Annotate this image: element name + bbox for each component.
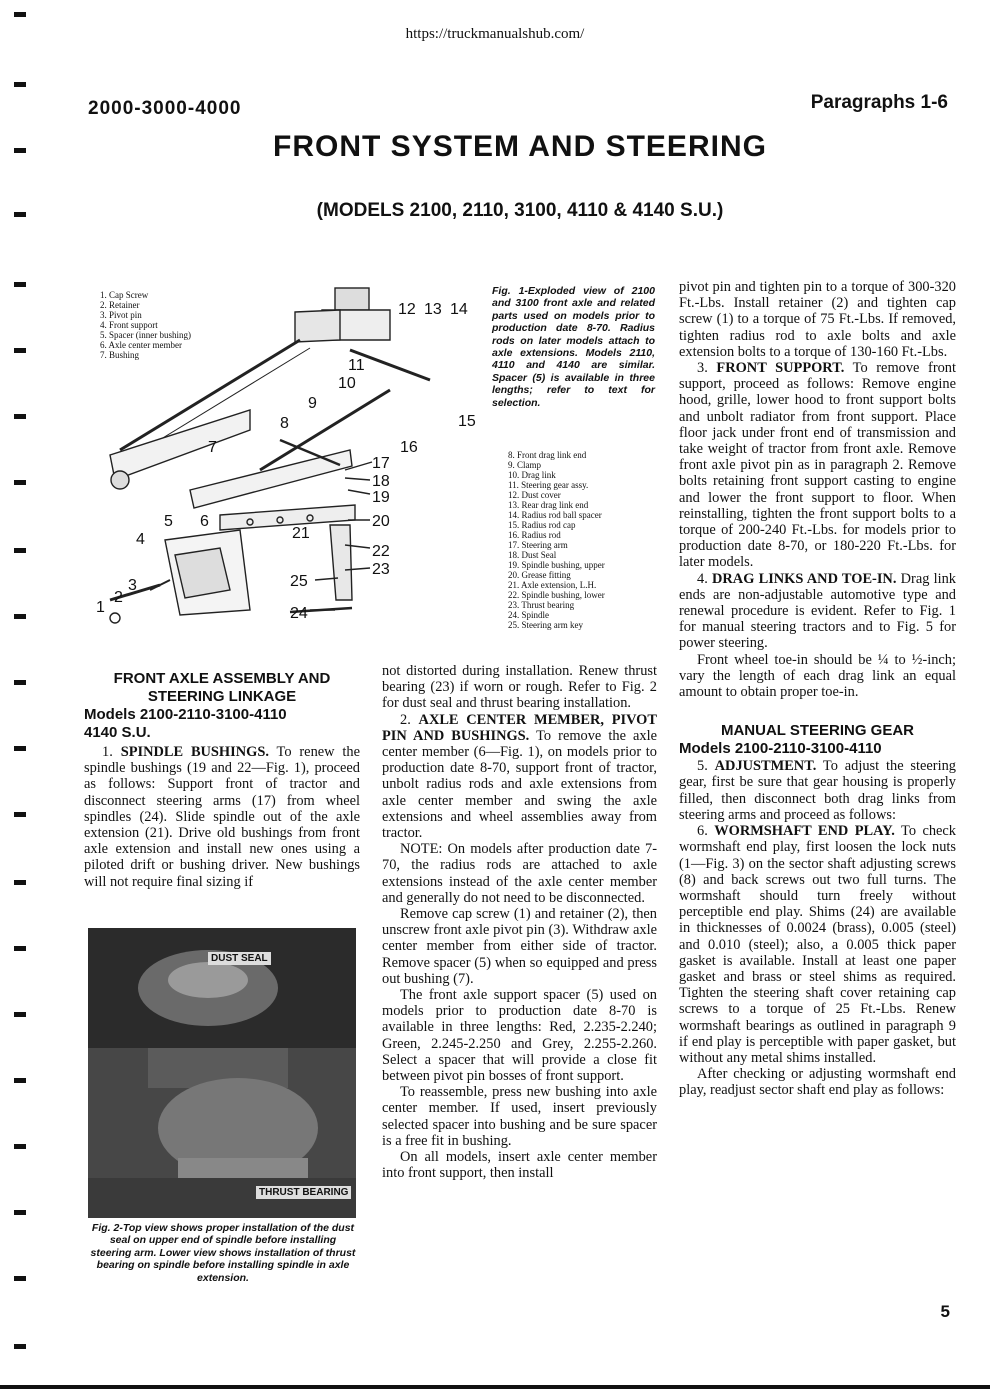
bottom-rule — [0, 1385, 990, 1389]
callout-7: 7 — [208, 439, 217, 456]
callout-20: 20 — [372, 513, 390, 530]
fig2-photo — [88, 928, 356, 1218]
legend-item: 17. Steering arm — [508, 540, 568, 550]
page-title: FRONT SYSTEM AND STEERING — [273, 130, 767, 163]
legend-item: 4. Front support — [100, 320, 158, 330]
paragraph-reassemble: To reassemble, press new bushing into axle center member. If used, insert previously selected spacer into bushing and be sure spacer is a free fit in bushing. — [382, 1084, 657, 1149]
callout-6: 6 — [200, 513, 209, 530]
paragraph-6: 6. WORMSHAFT END PLAY. To check wormshaft end play, first loosen the lock nuts (1—Fig. 3) on the sector shaft adjusting screws (8) and back screws out two full turns. The wormshaft should turn freely without perceptible end play. Shims (24) are available in thicknesses of 0.0024 (brass), 0.005 (steel) and 0.010 (steel); also, a 0.005 thick paper gasket is available. Install at least one paper gasket and brass or steel shims as required. Tighten the steering shaft cover retaining cap screws to a torque of 25 Ft.-Lbs. Renew wormshaft bearings as outlined in paragraph 9 if end play is perceptible with paper gasket, but without any metal shims installed. — [679, 823, 956, 1066]
section-heading-front-axle: FRONT AXLE ASSEMBLY AND STEERING LINKAGE — [113, 670, 331, 705]
legend-item: 18. Dust Seal — [508, 550, 557, 560]
paragraph-all-models: On all models, insert axle center member into front support, then install — [382, 1149, 657, 1182]
callout-17: 17 — [372, 455, 390, 472]
legend-item: 3. Pivot pin — [100, 310, 142, 320]
paragraph-remove: Remove cap screw (1) and retainer (2), then unscrew front axle pivot pin (3). Withdraw axle center member from either side of tractor. Remove spacer (5) when so equipped and press out bushing (7). — [382, 906, 657, 987]
paragraph-5: 5. ADJUSTMENT. To adjust the steering gear, first be sure that gear housing is properly filled, then disconnect both drag links from steering arms and proceed as follows: — [679, 758, 956, 823]
legend-item: 22. Spindle bushing, lower — [508, 590, 605, 600]
column-1 — [84, 670, 360, 890]
legend-item: 12. Dust cover — [508, 490, 561, 500]
legend-item: 15. Radius rod cap — [508, 520, 576, 530]
legend-item: 2. Retainer — [100, 300, 140, 310]
fig1-legend-right — [508, 450, 605, 630]
paragraph-3: 3. FRONT SUPPORT. To remove front support, proceed as follows: Remove engine hood, grille, lower hood to front support bolts and unbolt radiator from front support. Place floor jack under front end of transmission and take weight of tractor from front axle. Remove front axle pivot pin as in paragraph 2. Remove bolts retaining front support casting to engine and lower the front support to floor. When reinstalling, tighten the front support bolts to a torque of 200-240 Ft.-Lbs. for models prior to production date 8-70, or 180-220 Ft.-Lbs. for later models. — [679, 360, 957, 571]
legend-item: 9. Clamp — [508, 460, 541, 470]
dust-seal-label: DUST SEAL — [208, 952, 271, 965]
paragraph-spacer: The front axle support spacer (5) used on models prior to production date 8-70 is available in three lengths: Red, 2.235-2.240; Green, 2.245-2.250 and Grey, 2.255-2.260. Select a spacer that will provide a close fit between pivot pin bosses of front support. — [382, 987, 657, 1085]
models-heading-steering: Models 2100-2110-3100-4110 — [679, 740, 882, 758]
paragraph-4: 4. DRAG LINKS AND TOE-IN. Drag link ends are non-adjustable automotive type and renewal procedure is evident. Refer to Fig. 1 for manual steering tractors and to Fig. 5 for power steering. — [679, 570, 957, 652]
legend-item: 14. Radius rod ball spacer — [508, 510, 602, 520]
callout-4: 4 — [136, 531, 145, 548]
callout-23: 23 — [372, 561, 390, 578]
callout-21: 21 — [292, 525, 310, 542]
callout-25: 25 — [290, 573, 308, 590]
legend-item: 24. Spindle — [508, 610, 550, 620]
legend-item: 6. Axle center member — [100, 340, 182, 350]
callout-24: 24 — [290, 605, 308, 622]
page-subtitle: (MODELS 2100, 2110, 3100, 4110 & 4140 S.U.) — [316, 200, 724, 221]
callout-9: 9 — [308, 395, 317, 412]
legend-item: 1. Cap Screw — [100, 290, 149, 300]
callout-15: 15 — [458, 413, 476, 430]
paragraph-2: 2. AXLE CENTER MEMBER, PIVOT PIN AND BUSHINGS. To remove the axle center member (6—Fig. 1), on models prior to production date 8-70, support front of tractor, unbolt radius rods and axle extensions from axle center member and swing the axle extensions and wheel assemblies away from tractor. — [382, 711, 658, 842]
legend-item: 23. Thrust bearing — [508, 600, 575, 610]
legend-item: 21. Axle extension, L.H. — [508, 580, 597, 590]
page-header-paragraphs: Paragraphs 1-6 — [810, 92, 948, 113]
paragraph-after: After checking or adjusting wormshaft end play, readjust sector shaft end play as follows: — [679, 1066, 956, 1099]
fig2-caption: Fig. 2-Top view shows proper installation of the dust seal on upper end of spindle before installing steering arm. Lower view shows installation of thrust bearing on spindle before installing spindle in axle extension. — [90, 1222, 356, 1284]
note-paragraph: NOTE: On models after production date 7-70, the radius rods are attached to axle extensions instead of the axle center member and generally do not need to be disconnected. — [382, 841, 657, 906]
legend-item: 25. Steering arm key — [508, 620, 583, 630]
thrust-bearing-label: THRUST BEARING — [256, 1186, 351, 1199]
callout-8: 8 — [280, 415, 289, 432]
legend-item: 8. Front drag link end — [508, 450, 587, 460]
legend-item: 13. Rear drag link end — [508, 500, 589, 510]
column-3 — [679, 279, 956, 1099]
source-url[interactable]: https://truckmanualshub.com/ — [405, 26, 585, 42]
legend-item: 20. Grease fitting — [508, 570, 571, 580]
legend-item: 10. Drag link — [508, 470, 556, 480]
models-heading-cont: 4140 S.U. — [84, 724, 151, 741]
callout-10: 10 — [338, 375, 356, 392]
callout-1: 1 — [96, 599, 105, 616]
page-header-models: 2000-3000-4000 — [88, 98, 242, 119]
steering-gear-shape — [335, 288, 369, 310]
section-heading-steering-gear: MANUAL STEERING GEAR — [720, 722, 915, 740]
paragraph-toe-in: Front wheel toe-in should be ¼ to ½-inch; vary the length of each drag link an equal amount to obtain proper toe-in. — [679, 651, 956, 701]
paragraph-2-cont: pivot pin and tighten pin to a torque of 300-320 Ft.-Lbs. Install retainer (2) and tighten cap screw (1) to a torque of 75 Ft.-Lbs. If removed, tighten radius rod to axle bolts and axle extension bolts to a torque of 130-160 Ft.-Lbs. — [679, 279, 956, 360]
models-heading: Models 2100-2110-3100-4110 — [84, 706, 287, 723]
callout-13: 13 — [424, 301, 442, 318]
callout-19: 19 — [372, 489, 390, 506]
fig1-exploded-view-drawing — [90, 280, 480, 640]
callout-2: 2 — [114, 589, 123, 606]
legend-item: 11. Steering gear assy. — [508, 480, 589, 490]
callout-5: 5 — [164, 513, 173, 530]
column-2 — [382, 663, 657, 1182]
callout-22: 22 — [372, 543, 390, 560]
page-number: 5 — [940, 1302, 950, 1321]
callout-18: 18 — [372, 473, 390, 490]
legend-item: 7. Bushing — [100, 350, 140, 360]
callout-3: 3 — [128, 577, 137, 594]
callout-11: 11 — [348, 357, 365, 374]
legend-item: 16. Radius rod — [508, 530, 561, 540]
callout-14: 14 — [450, 301, 468, 318]
legend-item: 5. Spacer (inner bushing) — [100, 330, 191, 340]
paragraph-1-cont: not distorted during installation. Renew thrust bearing (23) if worn or rough. Refer to Fig. 2 for dust seal and thrust bearing installation. — [382, 663, 657, 712]
legend-item: 19. Spindle bushing, upper — [508, 560, 605, 570]
fig1-caption: Fig. 1-Exploded view of 2100 and 3100 front axle and related parts used on models prior to production date 8-70. Radius rods on later models attach to axle extensions. Models 2110, 4110 and 4140 are similar. Spacer (5) is available in three lengths; refer to text for selection. — [492, 285, 655, 409]
callout-12: 12 — [398, 301, 416, 318]
callout-16: 16 — [400, 439, 418, 456]
paragraph-1: 1. SPINDLE BUSHINGS. To renew the spindle bushings (19 and 22—Fig. 1), proceed as follows: Support front of tractor and disconnect steering arms (17) from wheel spindles (24). Slide spindle out of the axle extension (21). Drive old bushings from front axle extension and install new ones using a piloted drift or bushing driver. New bushings will not require final sizing if — [84, 744, 361, 890]
